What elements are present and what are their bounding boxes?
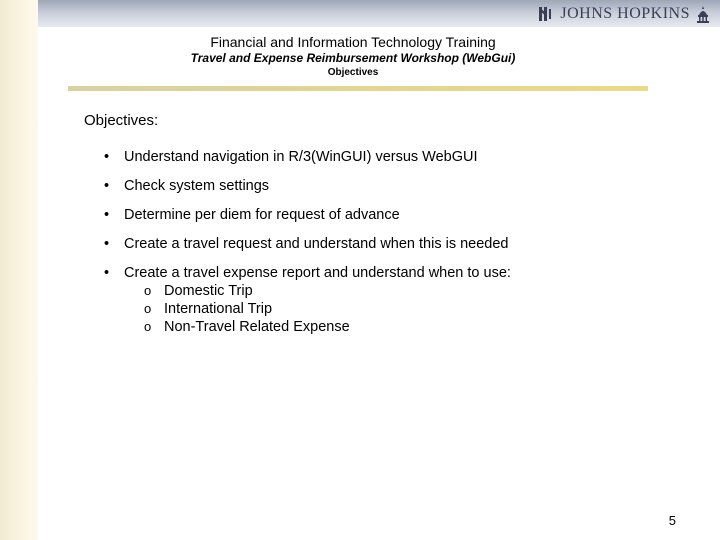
list-item [104, 206, 511, 224]
course-title: Financial and Information Technology Training [210, 34, 496, 50]
workshop-title: Travel and Expense Reimbursement Workshop (WebGui) [190, 51, 516, 65]
list-item [104, 264, 511, 336]
left-margin-band [0, 0, 38, 540]
header-divider [68, 86, 648, 91]
list-item-text: Determine per diem for request of advance [124, 207, 400, 223]
list-item [104, 235, 511, 253]
list-item-text: Create a travel request and understand when this is needed [124, 236, 509, 252]
slide-header [38, 34, 668, 80]
trip-types-list [124, 282, 511, 336]
bullet-icon: • [104, 265, 110, 281]
sub-list-item-text: International Trip [164, 301, 273, 317]
bullet-icon: • [104, 149, 110, 165]
bullet-icon: • [104, 207, 110, 223]
bullet-icon: • [104, 178, 110, 194]
shield-icon [538, 5, 554, 23]
objectives-heading: Objectives: [84, 112, 159, 129]
sub-list-item-text: Domestic Trip [164, 283, 253, 299]
circle-bullet-icon: o [144, 283, 152, 298]
circle-bullet-icon: o [144, 319, 152, 334]
list-item [104, 177, 511, 195]
section-label: Objectives [327, 67, 379, 78]
sub-list-item [144, 318, 511, 336]
sub-list-item-text: Non-Travel Related Expense [164, 319, 350, 335]
circle-bullet-icon: o [144, 301, 152, 316]
page-number: 5 [668, 513, 676, 528]
dome-icon [696, 5, 710, 23]
bullet-icon: • [104, 236, 110, 252]
objectives-list [104, 148, 511, 347]
logo-text: JOHNS HOPKINS [560, 5, 690, 22]
sub-list-item [144, 300, 511, 318]
list-item [104, 148, 511, 166]
list-item-text: Understand navigation in R/3(WinGUI) versus WebGUI [124, 149, 478, 165]
sub-list-item [144, 282, 511, 300]
list-item-text: Check system settings [124, 178, 270, 194]
list-item-text: Create a travel expense report and understand when to use: [124, 265, 511, 281]
johns-hopkins-logo [538, 4, 710, 24]
